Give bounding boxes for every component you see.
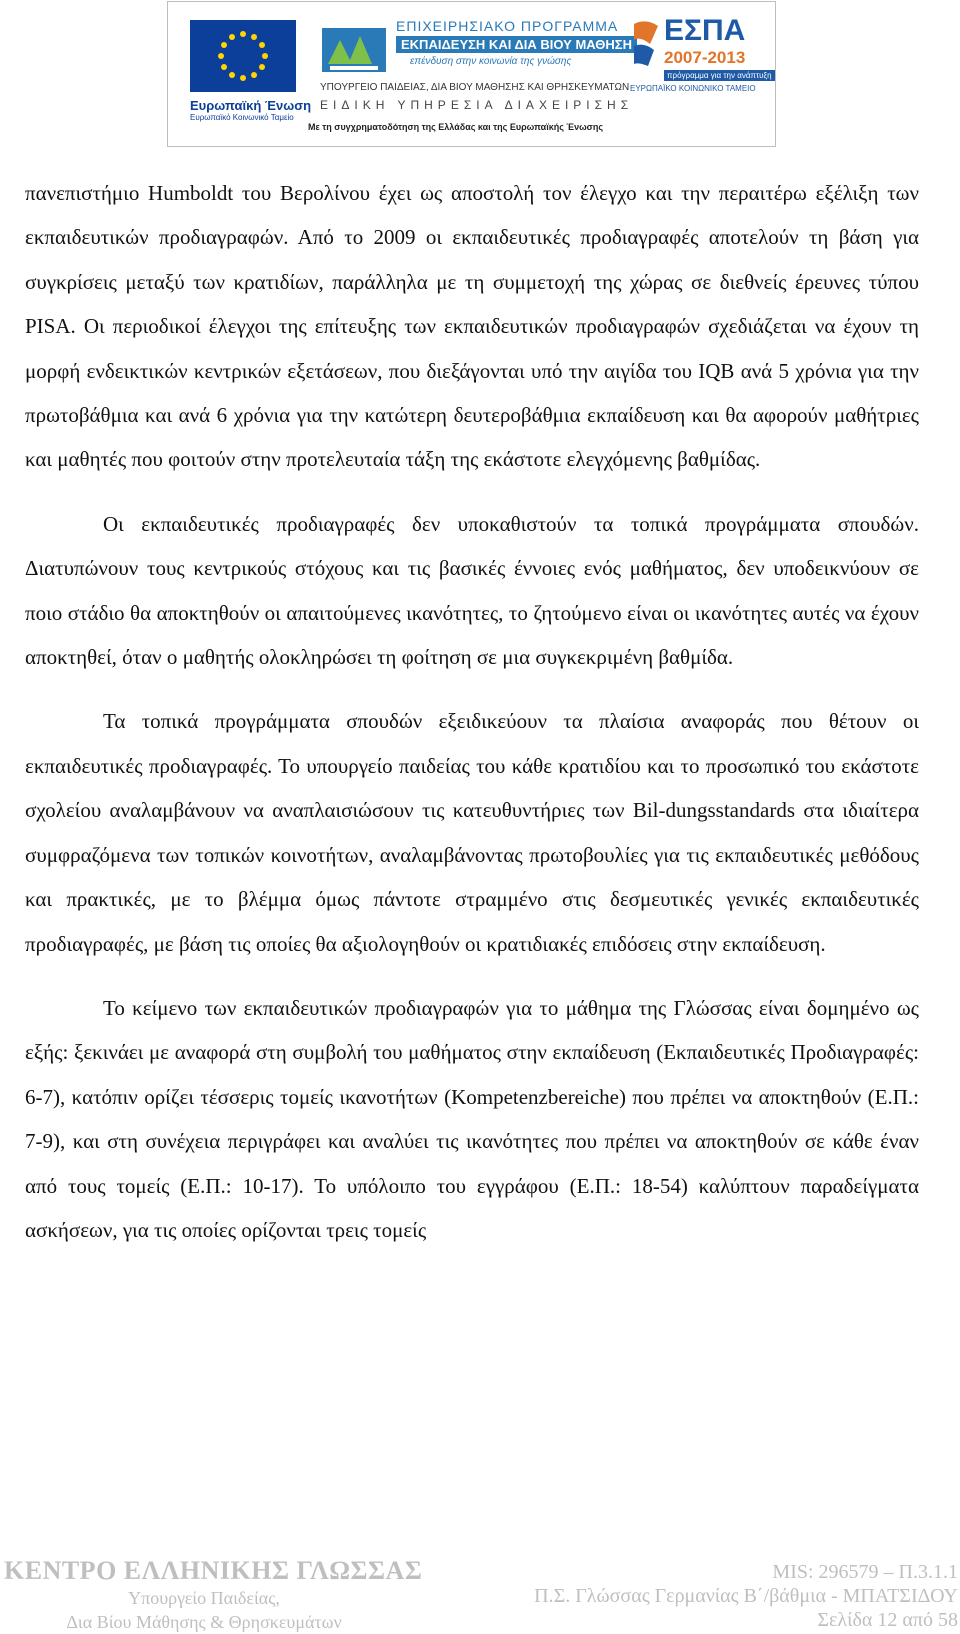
espa-logo: [630, 14, 772, 114]
espa-mark-icon: [630, 18, 662, 70]
footer-ministry-line1: Υπουργείο Παιδείας,: [128, 1588, 280, 1608]
footer-ministry-line2: Δια Βίου Μάθησης & Θρησκευμάτων: [66, 1612, 342, 1632]
footer-page-number: Σελίδα 12 από 58: [817, 1609, 958, 1631]
footer-left: [4, 1556, 423, 1634]
espa-fund: ΕΥΡΩΠΑΪΚΟ ΚΟΙΝΩΝΙΚΟ ΤΑΜΕΙΟ: [630, 84, 756, 93]
program-slogan: επένδυση στην κοινωνία της γνώσης: [410, 56, 572, 67]
management-service: ΕΙΔΙΚΗ ΥΠΗΡΕΣΙΑ ΔΙΑΧΕΙΡΙΣΗΣ: [320, 98, 634, 112]
footer-project: Π.Σ. Γλώσσας Γερμανίας Β΄/βάθμια - ΜΠΑΤΣΙΔΟΥ: [534, 1585, 958, 1607]
footer-right: [534, 1560, 958, 1632]
eu-subtitle: Ευρωπαϊκό Κοινωνικό Ταμείο: [190, 113, 294, 122]
paragraph-4: Το κείμενο των εκπαιδευτικών προδιαγραφών για το μάθημα της Γλώσσας είναι δομημένο ως εξής: ξεκινάει με αναφορά στη συμβολή του μαθήματος στην εκπαίδευση (Εκπαιδευτικές Προδιαγραφές: 6-7), κατόπιν ορίζει τέσσερις τομείς ικανοτήτων (Kompetenzbereiche) που πρέπει να αποκτηθούν (Ε.Π.: 7-9), και στη συνέχεια περιγράφει και αναλύει τις ικανότητες που πρέπει να αποκτηθούν σε κάθε έναν από τους τομείς (Ε.Π.: 10-17). Το υπόλοιπο του εγγράφου (Ε.Π.: 18-54) καλύπτουν παραδείγματα ασκήσεων, για τις οποίες ορίζονται τρεις τομείς: [25, 995, 919, 1242]
program-title-line2: ΕΚΠΑΙΔΕΥΣΗ ΚΑΙ ΔΙΑ ΒΙΟΥ ΜΑΘΗΣΗ: [396, 36, 637, 53]
espa-word: ΕΣΠΑ: [664, 14, 746, 47]
eu-logo: [190, 20, 312, 122]
cofunding-note: Με τη συγχρηματοδότηση της Ελλάδας και της Ευρωπαϊκής Ένωσης: [308, 122, 604, 132]
espa-years: 2007-2013: [664, 48, 746, 67]
footer-organization: ΚΕΝΤΡΟ ΕΛΛΗΝΙΚΗΣ ΓΛΩΣΣΑΣ: [4, 1556, 423, 1585]
footer-mis: MIS: 296579 – Π.3.1.1: [772, 1561, 958, 1583]
espa-tagline: πρόγραμμα για την ανάπτυξη: [664, 70, 775, 81]
program-title-line1: ΕΠΙΧΕΙΡΗΣΙΑΚΟ ΠΡΟΓΡΑΜΜΑ: [396, 18, 619, 34]
eu-name: Ευρωπαϊκή Ένωση: [190, 98, 312, 113]
eu-flag-icon: [190, 20, 296, 92]
document-body: [25, 171, 919, 1252]
paragraph-1: πανεπιστήμιο Humboldt του Βερολίνου έχει ως αποστολή τον έλεγχο και την περαιτέρω εξέλιξη των εκπαιδευτικών προδιαγραφών. Από το 2009 οι εκπαιδευτικές προδιαγραφές αποτελούν τη βάση για συγκρίσεις μεταξύ των κρατιδίων, παράλληλα με τη συμμετοχή της χώρας σε διεθνείς έρευνες τύπου PISA. Οι περιοδικοί έλεγχοι της επίτευξης των εκπαιδευτικών προδιαγραφών σχεδιάζεται να έχουν τη μορφή ενδεικτικών κεντρικών εξετάσεων, που διεξάγονται υπό την αιγίδα του IQB ανά 5 χρόνια για την πρωτοβάθμια και ανά 6 χρόνια για την κατώτερη δευτεροβάθμια εκπαίδευση και θα αφορούν μαθήτριες και μαθητές που φοιτούν στην προτελευταία τάξη της εκάστοτε ελεγχόμενης βαθμίδας.: [25, 181, 919, 472]
header-banner: [167, 1, 776, 147]
paragraph-2: Οι εκπαιδευτικές προδιαγραφές δεν υποκαθιστούν τα τοπικά προγράμματα σπουδών. Διατυπώνουν τους κεντρικούς στόχους και τις βασικές έννοιες ενός μαθήματος, δεν υποδεικνύουν σε ποιο στάδιο θα αποκτηθούν οι απαιτούμενες ικανότητες, το ζητούμενο είναι οι ικανότητες αυτές να έχουν αποκτηθεί, όταν ο μαθητής ολοκληρώσει τη φοίτηση σε μια συγκεκριμένη βαθμίδα.: [25, 511, 919, 670]
ministry-name: ΥΠΟΥΡΓΕΙΟ ΠΑΙΔΕΙΑΣ, ΔΙΑ ΒΙΟΥ ΜΑΘΗΣΗΣ ΚΑΙ ΘΡΗΣΚΕΥΜΑΤΩΝ: [320, 82, 630, 93]
paragraph-3: Τα τοπικά προγράμματα σπουδών εξειδικεύουν τα πλαίσια αναφοράς που θέτουν οι εκπαιδευτικές προδιαγραφές. Το υπουργείο παιδείας του κάθε κρατιδίου και το προσωπικό του εκάστοτε σχολείου αναλαμβάνουν να αναπλαισιώσουν τις κατευθυντήριες των Bil-dungsstandards στα ιδιαίτερα συμφραζόμενα των τοπικών κοινοτήτων, αναλαμβάνοντας πρωτοβουλίες για τις εκπαιδευτικές μεθόδους και πρακτικές, με το βλέμμα όμως πάντοτε στραμμένο στις δεσμευτικές γενικές εκπαιδευτικές προδιαγραφές, με βάση τις οποίες θα αξιολογηθούν οι κρατιδιακές επιδόσεις στην εκπαίδευση.: [25, 709, 919, 956]
program-emblem-icon: [320, 20, 388, 80]
